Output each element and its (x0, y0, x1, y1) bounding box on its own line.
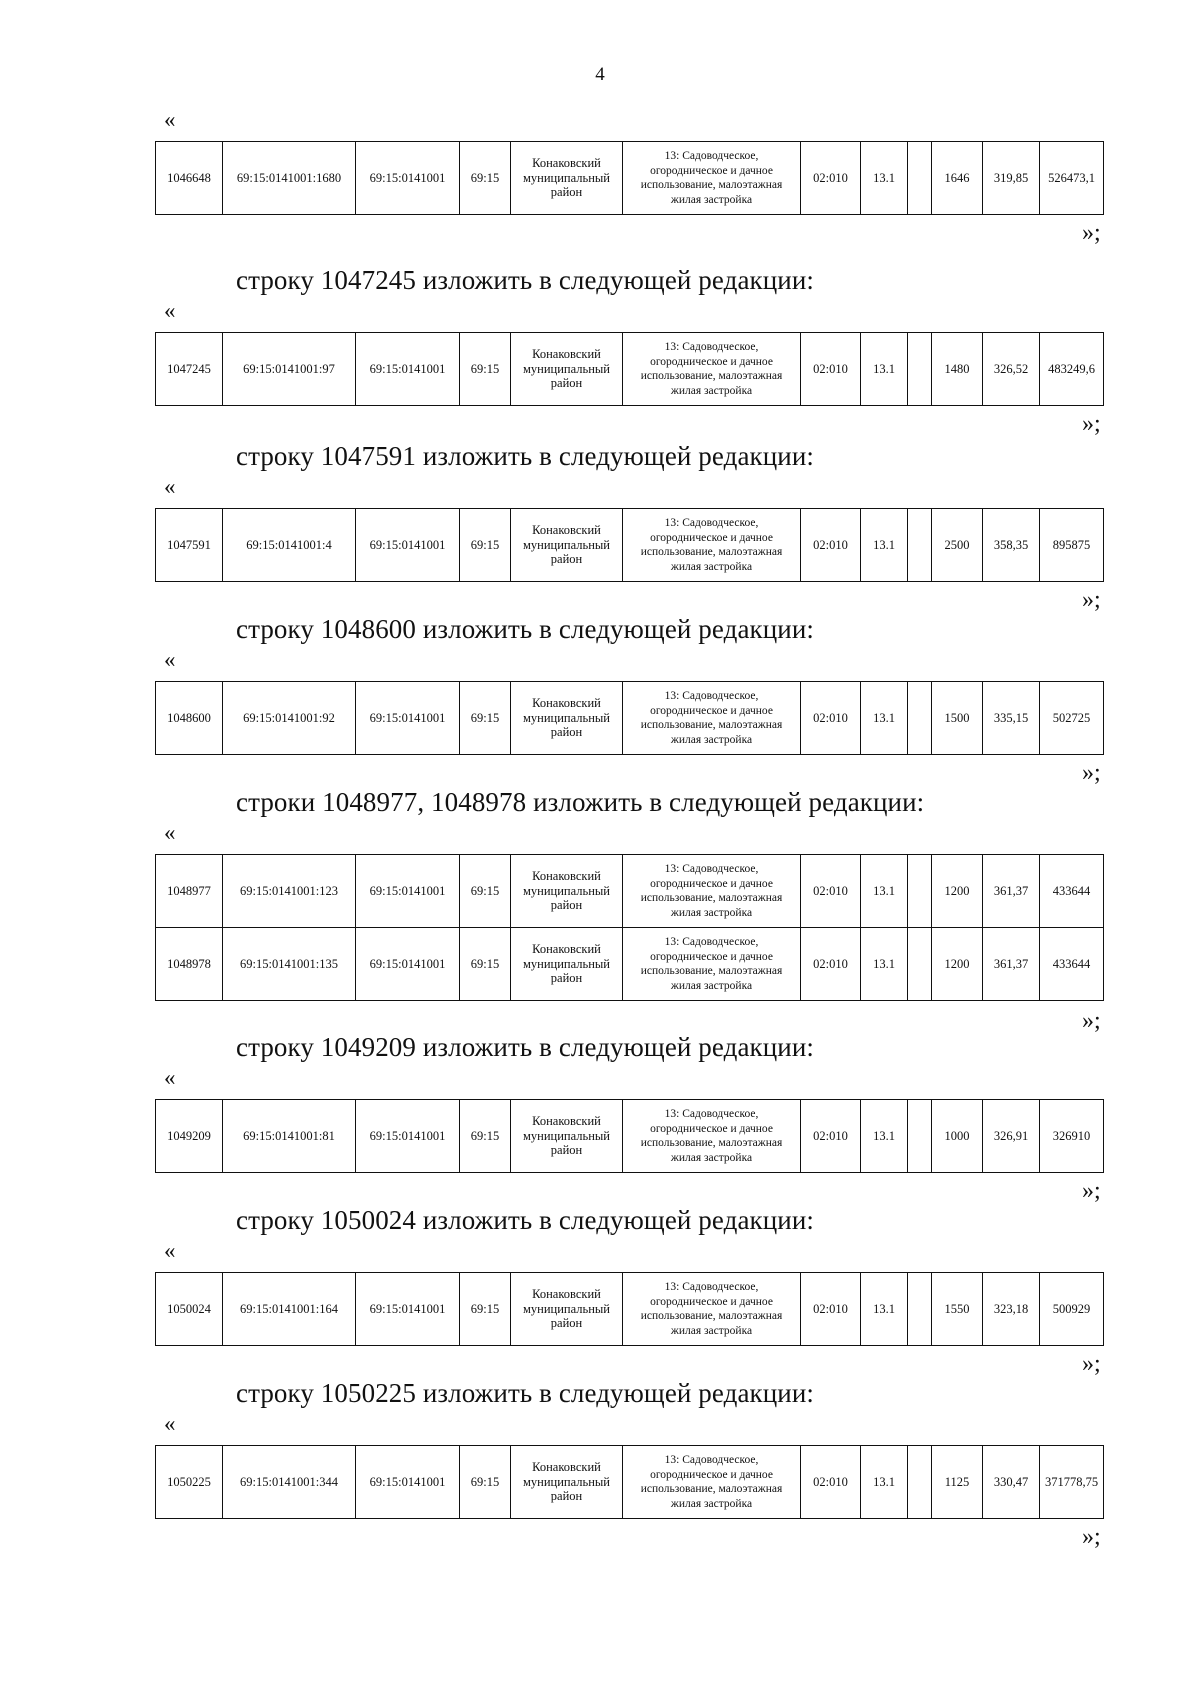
table-row (156, 1446, 1104, 1519)
group-code-cell: 13.1 (861, 682, 908, 755)
zone-code-cell: 02:010 (801, 1100, 861, 1173)
land-use-cell: 13: Садоводческое, огородническое и дачное использование, малоэтажная жилая застройка (623, 333, 801, 406)
specific-value-cell: 326,91 (983, 1100, 1040, 1173)
municipality-cell: Конаковский муниципальный район (511, 142, 623, 215)
specific-value-cell: 319,85 (983, 142, 1040, 215)
opening-quote: « (164, 1238, 176, 1263)
area-cell: 1550 (932, 1273, 983, 1346)
area-cell: 1480 (932, 333, 983, 406)
row-number-cell: 1048978 (156, 928, 223, 1001)
cadastral-quarter-cell: 69:15:0141001 (356, 928, 460, 1001)
zone-code-cell: 02:010 (801, 509, 861, 582)
cadastral-value-cell: 895875 (1040, 509, 1104, 582)
group-code-cell: 13.1 (861, 855, 908, 928)
land-use-cell: 13: Садоводческое, огородническое и дачное использование, малоэтажная жилая застройка (623, 855, 801, 928)
cadastral-value-cell: 371778,75 (1040, 1446, 1104, 1519)
cadastral-value-cell: 502725 (1040, 682, 1104, 755)
cadastral-value-cell: 526473,1 (1040, 142, 1104, 215)
closing-quote: »; (1082, 411, 1101, 437)
empty-cell (908, 928, 932, 1001)
empty-cell (908, 1100, 932, 1173)
table-row (156, 1273, 1104, 1346)
zone-code-cell: 02:010 (801, 142, 861, 215)
land-use-cell: 13: Садоводческое, огородническое и дачное использование, малоэтажная жилая застройка (623, 509, 801, 582)
amendment-heading: строку 1048600 изложить в следующей редакции: (236, 614, 815, 644)
municipality-cell: Конаковский муниципальный район (511, 509, 623, 582)
register-table (155, 1445, 1104, 1519)
closing-quote: »; (1082, 1524, 1101, 1550)
register-table (155, 332, 1104, 406)
zone-code-cell: 02:010 (801, 333, 861, 406)
cadastral-district-cell: 69:15 (460, 1273, 511, 1346)
table-row (156, 682, 1104, 755)
group-code-cell: 13.1 (861, 1273, 908, 1346)
empty-cell (908, 333, 932, 406)
municipality-cell: Конаковский муниципальный район (511, 1446, 623, 1519)
cadastral-number-cell: 69:15:0141001:164 (223, 1273, 356, 1346)
area-cell: 1500 (932, 682, 983, 755)
table-row (156, 1100, 1104, 1173)
land-use-cell: 13: Садоводческое, огородническое и дачное использование, малоэтажная жилая застройка (623, 142, 801, 215)
group-code-cell: 13.1 (861, 142, 908, 215)
cadastral-district-cell: 69:15 (460, 333, 511, 406)
row-number-cell: 1050024 (156, 1273, 223, 1346)
register-table (155, 681, 1104, 755)
table-row (156, 509, 1104, 582)
row-number-cell: 1048977 (156, 855, 223, 928)
table-row (156, 928, 1104, 1001)
municipality-cell: Конаковский муниципальный район (511, 928, 623, 1001)
row-number-cell: 1047245 (156, 333, 223, 406)
row-number-cell: 1049209 (156, 1100, 223, 1173)
opening-quote: « (164, 298, 176, 323)
municipality-cell: Конаковский муниципальный район (511, 1100, 623, 1173)
zone-code-cell: 02:010 (801, 1446, 861, 1519)
cadastral-quarter-cell: 69:15:0141001 (356, 333, 460, 406)
empty-cell (908, 855, 932, 928)
zone-code-cell: 02:010 (801, 928, 861, 1001)
area-cell: 1000 (932, 1100, 983, 1173)
cadastral-district-cell: 69:15 (460, 142, 511, 215)
area-cell: 1125 (932, 1446, 983, 1519)
area-cell: 1200 (932, 928, 983, 1001)
municipality-cell: Конаковский муниципальный район (511, 333, 623, 406)
register-table (155, 1272, 1104, 1346)
page-number: 4 (595, 64, 605, 85)
opening-quote: « (164, 474, 176, 499)
amendment-heading: строки 1048977, 1048978 изложить в следующей редакции: (236, 787, 925, 817)
empty-cell (908, 1446, 932, 1519)
cadastral-quarter-cell: 69:15:0141001 (356, 142, 460, 215)
row-number-cell: 1047591 (156, 509, 223, 582)
cadastral-number-cell: 69:15:0141001:344 (223, 1446, 356, 1519)
zone-code-cell: 02:010 (801, 1273, 861, 1346)
amendment-heading: строку 1047591 изложить в следующей редакции: (236, 441, 815, 471)
cadastral-quarter-cell: 69:15:0141001 (356, 1100, 460, 1173)
land-use-cell: 13: Садоводческое, огородническое и дачное использование, малоэтажная жилая застройка (623, 1273, 801, 1346)
cadastral-quarter-cell: 69:15:0141001 (356, 682, 460, 755)
closing-quote: »; (1082, 1178, 1101, 1204)
cadastral-district-cell: 69:15 (460, 855, 511, 928)
amendment-heading: строку 1050225 изложить в следующей редакции: (236, 1378, 815, 1408)
amendment-heading: строку 1050024 изложить в следующей редакции: (236, 1205, 815, 1235)
closing-quote: »; (1082, 587, 1101, 613)
empty-cell (908, 509, 932, 582)
cadastral-number-cell: 69:15:0141001:81 (223, 1100, 356, 1173)
cadastral-district-cell: 69:15 (460, 682, 511, 755)
cadastral-value-cell: 483249,6 (1040, 333, 1104, 406)
cadastral-district-cell: 69:15 (460, 928, 511, 1001)
cadastral-value-cell: 433644 (1040, 928, 1104, 1001)
opening-quote: « (164, 647, 176, 672)
closing-quote: »; (1082, 760, 1101, 786)
opening-quote: « (164, 1411, 176, 1436)
opening-quote: « (164, 1065, 176, 1090)
group-code-cell: 13.1 (861, 509, 908, 582)
closing-quote: »; (1082, 1351, 1101, 1377)
cadastral-value-cell: 326910 (1040, 1100, 1104, 1173)
empty-cell (908, 1273, 932, 1346)
land-use-cell: 13: Садоводческое, огородническое и дачное использование, малоэтажная жилая застройка (623, 928, 801, 1001)
municipality-cell: Конаковский муниципальный район (511, 855, 623, 928)
row-number-cell: 1048600 (156, 682, 223, 755)
empty-cell (908, 142, 932, 215)
specific-value-cell: 335,15 (983, 682, 1040, 755)
cadastral-quarter-cell: 69:15:0141001 (356, 855, 460, 928)
cadastral-district-cell: 69:15 (460, 1100, 511, 1173)
zone-code-cell: 02:010 (801, 682, 861, 755)
land-use-cell: 13: Садоводческое, огородническое и дачное использование, малоэтажная жилая застройка (623, 1100, 801, 1173)
row-number-cell: 1046648 (156, 142, 223, 215)
register-table (155, 508, 1104, 582)
specific-value-cell: 326,52 (983, 333, 1040, 406)
closing-quote: »; (1082, 1008, 1101, 1034)
cadastral-number-cell: 69:15:0141001:4 (223, 509, 356, 582)
cadastral-quarter-cell: 69:15:0141001 (356, 1446, 460, 1519)
table-row (156, 855, 1104, 928)
area-cell: 2500 (932, 509, 983, 582)
zone-code-cell: 02:010 (801, 855, 861, 928)
cadastral-value-cell: 500929 (1040, 1273, 1104, 1346)
group-code-cell: 13.1 (861, 928, 908, 1001)
specific-value-cell: 358,35 (983, 509, 1040, 582)
specific-value-cell: 361,37 (983, 928, 1040, 1001)
row-number-cell: 1050225 (156, 1446, 223, 1519)
area-cell: 1646 (932, 142, 983, 215)
cadastral-district-cell: 69:15 (460, 509, 511, 582)
specific-value-cell: 361,37 (983, 855, 1040, 928)
specific-value-cell: 330,47 (983, 1446, 1040, 1519)
area-cell: 1200 (932, 855, 983, 928)
table-row (156, 333, 1104, 406)
register-table (155, 854, 1104, 1001)
register-table (155, 1099, 1104, 1173)
opening-quote: « (164, 107, 176, 132)
group-code-cell: 13.1 (861, 1446, 908, 1519)
cadastral-value-cell: 433644 (1040, 855, 1104, 928)
group-code-cell: 13.1 (861, 1100, 908, 1173)
cadastral-number-cell: 69:15:0141001:97 (223, 333, 356, 406)
empty-cell (908, 682, 932, 755)
land-use-cell: 13: Садоводческое, огородническое и дачное использование, малоэтажная жилая застройка (623, 1446, 801, 1519)
amendment-heading: строку 1047245 изложить в следующей редакции: (236, 265, 815, 295)
cadastral-number-cell: 69:15:0141001:1680 (223, 142, 356, 215)
cadastral-quarter-cell: 69:15:0141001 (356, 1273, 460, 1346)
table-row (156, 142, 1104, 215)
amendment-heading: строку 1049209 изложить в следующей редакции: (236, 1032, 815, 1062)
land-use-cell: 13: Садоводческое, огородническое и дачное использование, малоэтажная жилая застройка (623, 682, 801, 755)
municipality-cell: Конаковский муниципальный район (511, 1273, 623, 1346)
register-table (155, 141, 1104, 215)
cadastral-number-cell: 69:15:0141001:92 (223, 682, 356, 755)
specific-value-cell: 323,18 (983, 1273, 1040, 1346)
group-code-cell: 13.1 (861, 333, 908, 406)
cadastral-number-cell: 69:15:0141001:123 (223, 855, 356, 928)
opening-quote: « (164, 820, 176, 845)
cadastral-district-cell: 69:15 (460, 1446, 511, 1519)
cadastral-number-cell: 69:15:0141001:135 (223, 928, 356, 1001)
closing-quote: »; (1082, 220, 1101, 246)
cadastral-quarter-cell: 69:15:0141001 (356, 509, 460, 582)
municipality-cell: Конаковский муниципальный район (511, 682, 623, 755)
